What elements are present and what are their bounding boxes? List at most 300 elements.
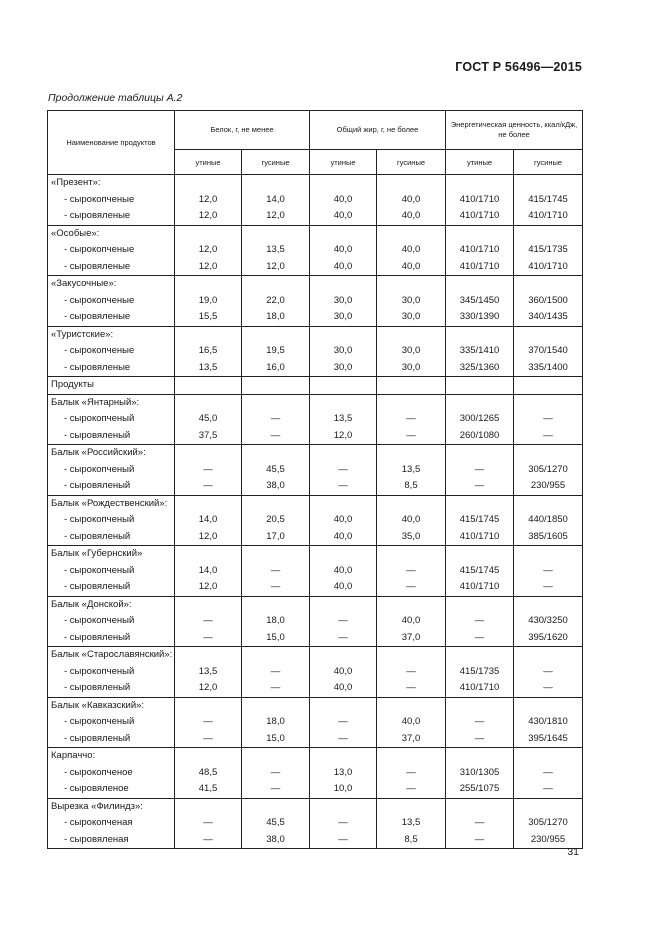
value: 30,0 bbox=[333, 345, 353, 356]
value: 12,0 bbox=[266, 260, 285, 272]
value: 300/1265 bbox=[459, 413, 500, 424]
value: 30,0 bbox=[401, 311, 421, 322]
value: 12,0 bbox=[266, 210, 285, 221]
value: 12,0 bbox=[198, 244, 218, 255]
product-variant-name: - сыровяленый bbox=[64, 530, 131, 542]
value: — bbox=[203, 631, 213, 643]
value-cell-e-goose bbox=[514, 326, 583, 377]
product-group-row bbox=[48, 798, 583, 849]
value: 410/1710 bbox=[459, 581, 500, 592]
value-cell-f-goose bbox=[377, 225, 446, 276]
value: 12,0 bbox=[198, 210, 218, 221]
value-cell-f-goose bbox=[377, 748, 446, 799]
value-cell-p-goose bbox=[242, 647, 310, 698]
blank-line bbox=[175, 327, 241, 344]
product-group-row bbox=[48, 495, 583, 546]
product-group-row bbox=[48, 647, 583, 698]
value-cell-p-duck bbox=[175, 175, 242, 226]
value: 410/1710 bbox=[459, 244, 500, 255]
value-cell-e-duck bbox=[446, 546, 514, 597]
value: 45,5 bbox=[266, 817, 285, 828]
value: 40,0 bbox=[333, 193, 353, 205]
value-cell-p-duck bbox=[175, 798, 242, 849]
value: 410/1710 bbox=[459, 193, 500, 205]
blank-line bbox=[514, 698, 582, 715]
value: — bbox=[474, 631, 485, 643]
value: — bbox=[338, 463, 348, 475]
product-group-row bbox=[48, 276, 583, 327]
product-variant-name: - сырокопченые bbox=[64, 294, 135, 306]
group-title: Балык «Российский»: bbox=[51, 447, 146, 458]
value: 40,0 bbox=[333, 564, 353, 576]
value: 340/1435 bbox=[528, 311, 568, 322]
value-cell-e-goose bbox=[514, 225, 583, 276]
value: — bbox=[543, 413, 553, 424]
blank-line bbox=[310, 496, 376, 513]
blank-line bbox=[377, 496, 445, 513]
value-cell-p-goose bbox=[242, 798, 310, 849]
page-number: 31 bbox=[567, 846, 579, 858]
value: 370/1540 bbox=[528, 345, 568, 356]
value-cell-e-duck bbox=[446, 798, 514, 849]
value: 15,5 bbox=[198, 311, 218, 322]
value-cell-f-duck bbox=[310, 495, 377, 546]
product-name-cell bbox=[48, 175, 175, 226]
value: 385/1605 bbox=[528, 530, 568, 542]
blank-line bbox=[242, 175, 309, 192]
blank-line bbox=[175, 799, 241, 816]
value: 40,0 bbox=[401, 615, 421, 626]
value-cell-p-goose bbox=[242, 596, 310, 647]
value: — bbox=[406, 581, 416, 592]
product-variant-name: - сырокопченый bbox=[64, 413, 135, 424]
value-cell-f-goose bbox=[377, 445, 446, 496]
value: 30,0 bbox=[401, 345, 421, 356]
blank-line bbox=[175, 226, 241, 243]
value: 13,5 bbox=[198, 665, 218, 677]
value: — bbox=[270, 564, 281, 576]
product-group-row bbox=[48, 596, 583, 647]
value: 415/1745 bbox=[528, 193, 568, 205]
blank-line bbox=[175, 276, 241, 293]
value: 12,0 bbox=[198, 682, 218, 693]
blank-line bbox=[377, 327, 445, 344]
product-variant-name: - сырокопченые bbox=[64, 193, 135, 205]
value: 335/1400 bbox=[528, 361, 568, 373]
value: 40,0 bbox=[401, 514, 421, 525]
value: 40,0 bbox=[401, 260, 421, 272]
value-cell-p-goose bbox=[242, 445, 310, 496]
value-cell-p-goose bbox=[242, 495, 310, 546]
blank-line bbox=[377, 748, 445, 765]
value: 305/1270 bbox=[528, 463, 568, 475]
blank-line bbox=[242, 496, 309, 513]
value: 345/1450 bbox=[459, 294, 500, 306]
blank-line bbox=[310, 546, 376, 563]
blank-line bbox=[242, 445, 309, 462]
value: 12,0 bbox=[198, 260, 218, 272]
value: — bbox=[406, 766, 416, 778]
value: — bbox=[474, 833, 485, 845]
value: 8,5 bbox=[404, 833, 418, 845]
product-variant-name: - сырокопченый bbox=[64, 615, 135, 626]
value: — bbox=[474, 480, 485, 491]
product-name-cell bbox=[48, 326, 175, 377]
value: — bbox=[203, 463, 213, 475]
blank-line bbox=[242, 377, 309, 394]
value-cell-p-goose bbox=[242, 225, 310, 276]
blank-line bbox=[446, 597, 513, 614]
product-name-cell bbox=[48, 697, 175, 748]
value: 40,0 bbox=[401, 716, 421, 727]
value-cell-f-duck bbox=[310, 596, 377, 647]
product-name-cell bbox=[48, 798, 175, 849]
value: 30,0 bbox=[333, 361, 353, 373]
value: — bbox=[543, 564, 553, 576]
blank-line bbox=[446, 496, 513, 513]
blank-line bbox=[446, 327, 513, 344]
value: 440/1850 bbox=[528, 514, 568, 525]
product-group-row bbox=[48, 445, 583, 496]
value: 30,0 bbox=[401, 294, 421, 306]
value-cell-f-goose bbox=[377, 697, 446, 748]
blank-line bbox=[514, 327, 582, 344]
product-variant-name: - сыровяленые bbox=[64, 260, 131, 272]
blank-line bbox=[310, 647, 376, 664]
blank-line bbox=[175, 445, 241, 462]
product-name-cell bbox=[48, 495, 175, 546]
blank-line bbox=[377, 395, 445, 412]
product-variant-name: - сырокопченые bbox=[64, 244, 135, 255]
blank-line bbox=[310, 597, 376, 614]
product-variant-name: - сыровяленый bbox=[64, 682, 131, 693]
value: 12,0 bbox=[198, 581, 218, 592]
value-cell-e-duck bbox=[446, 175, 514, 226]
blank-line bbox=[310, 327, 376, 344]
product-variant-name: - сыровяленые bbox=[64, 361, 131, 373]
value: 13,0 bbox=[333, 766, 353, 778]
header-protein: Белок, г, не менее bbox=[175, 111, 310, 150]
value-cell-e-duck bbox=[446, 394, 514, 445]
value-cell-p-goose bbox=[242, 175, 310, 226]
product-group-row bbox=[48, 326, 583, 377]
blank-line bbox=[377, 546, 445, 563]
blank-line bbox=[242, 799, 309, 816]
value: — bbox=[338, 480, 348, 491]
value: 45,5 bbox=[266, 463, 285, 475]
value: — bbox=[270, 429, 281, 441]
group-title: «Особые»: bbox=[51, 227, 100, 239]
blank-line bbox=[514, 395, 582, 412]
group-title: Продукты bbox=[51, 379, 94, 390]
value: 255/1075 bbox=[459, 783, 500, 794]
header-protein-duck: утиные bbox=[175, 150, 242, 175]
blank-line bbox=[514, 377, 582, 394]
blank-line bbox=[310, 748, 376, 765]
product-variant-name: - сыровяленая bbox=[64, 833, 129, 845]
value: — bbox=[270, 413, 281, 424]
blank-line bbox=[242, 395, 309, 412]
value-cell-p-goose bbox=[242, 697, 310, 748]
group-title: Балык «Янтарный»: bbox=[51, 396, 140, 408]
blank-line bbox=[175, 698, 241, 715]
value-cell-p-goose bbox=[242, 276, 310, 327]
product-name-cell bbox=[48, 225, 175, 276]
value: — bbox=[406, 682, 416, 693]
value: 16,0 bbox=[266, 361, 285, 373]
value: 40,0 bbox=[401, 193, 421, 205]
value-cell-p-duck bbox=[175, 546, 242, 597]
product-variant-name: - сыровяленый bbox=[64, 732, 131, 744]
value: — bbox=[338, 615, 348, 626]
blank-line bbox=[175, 175, 241, 192]
blank-line bbox=[377, 226, 445, 243]
value: — bbox=[203, 833, 213, 845]
value-cell-f-goose bbox=[377, 377, 446, 395]
value-cell-p-duck bbox=[175, 326, 242, 377]
product-variant-name: - сырокопченые bbox=[64, 345, 135, 356]
value: 410/1710 bbox=[528, 260, 568, 272]
header-energy-duck: утиные bbox=[446, 150, 514, 175]
value-cell-f-goose bbox=[377, 175, 446, 226]
blank-line bbox=[242, 327, 309, 344]
product-variant-name: - сырокопченый bbox=[64, 716, 135, 727]
value-cell-f-goose bbox=[377, 798, 446, 849]
group-title: Балык «Кавказский»: bbox=[51, 699, 145, 711]
value-cell-f-goose bbox=[377, 394, 446, 445]
value-cell-f-duck bbox=[310, 276, 377, 327]
value: 40,0 bbox=[333, 514, 353, 525]
blank-line bbox=[446, 748, 513, 765]
value: — bbox=[406, 413, 416, 424]
group-title: Балык «Донской»: bbox=[51, 598, 132, 610]
blank-line bbox=[175, 377, 241, 394]
value: — bbox=[203, 732, 213, 744]
value: 19,0 bbox=[198, 294, 218, 306]
product-group-row bbox=[48, 377, 583, 395]
value: 40,0 bbox=[401, 210, 421, 221]
blank-line bbox=[310, 698, 376, 715]
value-cell-f-duck bbox=[310, 225, 377, 276]
product-name-cell bbox=[48, 546, 175, 597]
value: 17,0 bbox=[266, 530, 285, 542]
blank-line bbox=[377, 276, 445, 293]
value: 15,0 bbox=[266, 732, 285, 744]
value: 13,5 bbox=[266, 244, 285, 255]
value: 410/1710 bbox=[528, 210, 568, 221]
value: — bbox=[474, 732, 485, 744]
nutrition-table bbox=[47, 110, 583, 849]
value: — bbox=[270, 766, 281, 778]
value: 14,0 bbox=[266, 193, 285, 205]
product-group-row bbox=[48, 546, 583, 597]
blank-line bbox=[446, 698, 513, 715]
value: — bbox=[338, 716, 348, 727]
blank-line bbox=[175, 647, 241, 664]
value: 40,0 bbox=[333, 260, 353, 272]
header-energy-goose: гусиные bbox=[514, 150, 583, 175]
blank-line bbox=[377, 175, 445, 192]
value: 230/955 bbox=[530, 833, 566, 845]
blank-line bbox=[175, 748, 241, 765]
blank-line bbox=[377, 445, 445, 462]
product-variant-name: - сыровяленый bbox=[64, 429, 131, 441]
blank-line bbox=[446, 445, 513, 462]
product-variant-name: - сыровяленые bbox=[64, 210, 131, 221]
blank-line bbox=[242, 647, 309, 664]
value: 230/955 bbox=[530, 480, 566, 491]
value: — bbox=[203, 817, 213, 828]
value: — bbox=[406, 783, 416, 794]
group-title: «Туристские»: bbox=[51, 328, 114, 340]
group-title: Балык «Губернский» bbox=[51, 548, 143, 559]
value: — bbox=[270, 783, 281, 794]
product-name-cell bbox=[48, 748, 175, 799]
blank-line bbox=[310, 445, 376, 462]
value: 410/1710 bbox=[459, 682, 500, 693]
value: — bbox=[474, 817, 485, 828]
value: 335/1410 bbox=[459, 345, 500, 356]
value-cell-e-duck bbox=[446, 377, 514, 395]
blank-line bbox=[514, 496, 582, 513]
value: 40,0 bbox=[333, 210, 353, 221]
value-cell-e-duck bbox=[446, 445, 514, 496]
value-cell-e-goose bbox=[514, 377, 583, 395]
value: — bbox=[338, 817, 348, 828]
value-cell-p-duck bbox=[175, 276, 242, 327]
blank-line bbox=[242, 748, 309, 765]
value-cell-e-goose bbox=[514, 596, 583, 647]
value-cell-f-goose bbox=[377, 495, 446, 546]
value: 30,0 bbox=[333, 294, 353, 306]
value-cell-p-duck bbox=[175, 495, 242, 546]
blank-line bbox=[310, 226, 376, 243]
value: 12,0 bbox=[198, 193, 218, 205]
value-cell-f-goose bbox=[377, 326, 446, 377]
blank-line bbox=[514, 226, 582, 243]
value: 415/1745 bbox=[459, 514, 500, 525]
value: 19,5 bbox=[266, 345, 285, 356]
value-cell-p-goose bbox=[242, 748, 310, 799]
standard-code: ГОСТ Р 56496—2015 bbox=[455, 60, 582, 74]
value: 310/1305 bbox=[459, 766, 500, 778]
value-cell-f-duck bbox=[310, 326, 377, 377]
value: — bbox=[543, 665, 553, 677]
product-group-row bbox=[48, 175, 583, 226]
value-cell-f-duck bbox=[310, 175, 377, 226]
blank-line bbox=[514, 748, 582, 765]
blank-line bbox=[310, 175, 376, 192]
value: 15,0 bbox=[266, 631, 285, 643]
value-cell-f-duck bbox=[310, 748, 377, 799]
product-name-cell bbox=[48, 596, 175, 647]
value: — bbox=[543, 581, 553, 592]
value-cell-e-goose bbox=[514, 546, 583, 597]
blank-line bbox=[514, 597, 582, 614]
value-cell-p-duck bbox=[175, 377, 242, 395]
value: 415/1745 bbox=[459, 564, 500, 576]
group-title: Балык «Старославянский»: bbox=[51, 649, 173, 660]
value: 35,0 bbox=[401, 530, 421, 542]
value: 430/3250 bbox=[528, 615, 568, 626]
value: — bbox=[270, 682, 281, 693]
header-fat-duck: утиные bbox=[310, 150, 377, 175]
value-cell-p-goose bbox=[242, 377, 310, 395]
value: 260/1080 bbox=[459, 429, 500, 441]
value: 30,0 bbox=[401, 361, 421, 373]
value: — bbox=[203, 615, 213, 626]
value: 305/1270 bbox=[528, 817, 568, 828]
value-cell-p-duck bbox=[175, 394, 242, 445]
product-group-row bbox=[48, 748, 583, 799]
value-cell-e-duck bbox=[446, 697, 514, 748]
product-variant-name: - сырокопченая bbox=[64, 817, 133, 828]
value: 38,0 bbox=[266, 833, 285, 845]
blank-line bbox=[377, 698, 445, 715]
value: — bbox=[338, 732, 348, 744]
value: 13,5 bbox=[333, 413, 353, 424]
value: — bbox=[543, 783, 553, 794]
value-cell-e-duck bbox=[446, 748, 514, 799]
value-cell-f-duck bbox=[310, 798, 377, 849]
value: 330/1390 bbox=[459, 311, 500, 322]
value: 12,0 bbox=[333, 429, 353, 441]
group-title: Вырезка «Филиндз»: bbox=[51, 800, 143, 812]
value-cell-e-goose bbox=[514, 798, 583, 849]
value: 13,5 bbox=[198, 361, 218, 373]
value: 37,0 bbox=[401, 732, 421, 744]
value-cell-e-duck bbox=[446, 495, 514, 546]
blank-line bbox=[514, 276, 582, 293]
value-cell-p-duck bbox=[175, 225, 242, 276]
value: — bbox=[203, 716, 213, 727]
value: 37,0 bbox=[401, 631, 421, 643]
header-fat-goose: гусиные bbox=[377, 150, 446, 175]
table-caption: Продолжение таблицы А.2 bbox=[48, 92, 183, 104]
value-cell-e-duck bbox=[446, 225, 514, 276]
value: 395/1645 bbox=[528, 732, 568, 744]
value: 360/1500 bbox=[528, 294, 568, 306]
value: 18,0 bbox=[266, 716, 285, 727]
value: 40,0 bbox=[401, 244, 421, 255]
product-group-row bbox=[48, 225, 583, 276]
value-cell-e-goose bbox=[514, 175, 583, 226]
value: — bbox=[543, 766, 553, 778]
blank-line bbox=[310, 799, 376, 816]
header-energy: Энергетическая ценность, ккал/кДж, не более bbox=[446, 111, 583, 150]
value-cell-p-duck bbox=[175, 596, 242, 647]
value-cell-f-goose bbox=[377, 546, 446, 597]
value-cell-p-duck bbox=[175, 445, 242, 496]
product-name-cell bbox=[48, 377, 175, 395]
blank-line bbox=[242, 698, 309, 715]
value: 40,0 bbox=[333, 244, 353, 255]
value-cell-e-goose bbox=[514, 697, 583, 748]
value-cell-e-goose bbox=[514, 748, 583, 799]
value: — bbox=[474, 716, 485, 727]
product-variant-name: - сыровяленый bbox=[64, 480, 131, 491]
value: — bbox=[270, 665, 281, 677]
blank-line bbox=[446, 395, 513, 412]
value: 14,0 bbox=[198, 564, 218, 576]
blank-line bbox=[514, 175, 582, 192]
group-title: Балык «Рождественский»: bbox=[51, 497, 168, 509]
blank-line bbox=[514, 445, 582, 462]
product-name-cell bbox=[48, 394, 175, 445]
value: — bbox=[406, 564, 416, 576]
value: 22,0 bbox=[266, 294, 285, 306]
value: — bbox=[406, 429, 416, 441]
